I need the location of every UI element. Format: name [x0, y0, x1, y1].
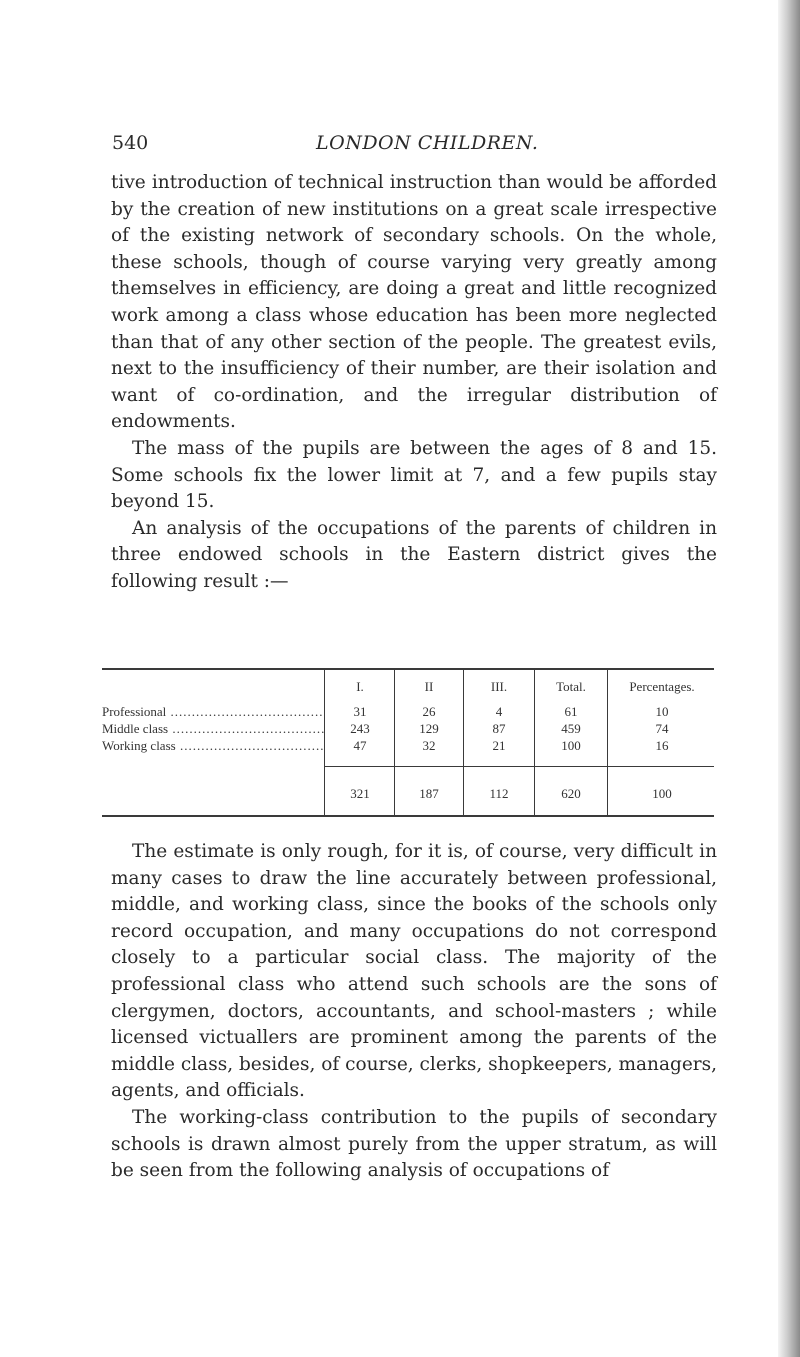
column-header: II [424, 679, 434, 694]
running-title: LONDON CHILDREN. [316, 132, 539, 154]
table-cell: 243 [350, 721, 370, 736]
column-header: I. [356, 679, 364, 694]
paragraph: tive introduction of technical instruction than would be afforded by the creation of new institutions on a great scale irrespective of the existing network of secondary schools. On the whole, these schools, though of course varying very greatly among themselves in efficiency, are doing a great and little recognized work among a class whose education has been more neglected than that of any other section of the people. The greatest evils, next to the insufficiency of their number, are their isolation and want of co-ordination, and the irregular distribution of endowments. [111, 172, 717, 433]
row-label: Professional ..... [102, 704, 324, 720]
table-cell: 61 [564, 704, 578, 719]
table-cell: 87 [492, 721, 506, 736]
total-cell: 187 [419, 786, 439, 801]
page-edge [778, 0, 800, 1357]
table-cell: 459 [561, 721, 581, 736]
table-cell: 129 [419, 721, 439, 736]
table-cell: 100 [561, 738, 581, 753]
occupations-table [102, 668, 714, 818]
table-cell: 31 [353, 704, 367, 719]
table-total-rule [324, 766, 714, 767]
paragraph: The mass of the pupils are between the ages of 8 and 15. Some schools fix the lower limit at 7, and a few pupils stay beyond 15. [111, 437, 717, 513]
paragraph: The estimate is only rough, for it is, of course, very difficult in many cases to draw the line accurately between professional, middle, and working class, since the books of the schools only record occupation, and many occupations do not correspond closely to a particular social class. The majority of the professional class who attend such schools are the sons of clergymen, doctors, accountants, and school-masters ; while licensed victuallers are prominent among the parents of the middle class, besides, of course, clerks, shopkeepers, managers, agents, and officials. [111, 841, 717, 1102]
table-bottom-rule [102, 815, 714, 817]
table-cell: 74 [655, 721, 669, 736]
page-header [112, 132, 712, 158]
table-cell: 32 [422, 738, 436, 753]
table-top-rule [102, 668, 714, 670]
table-cell: 16 [655, 738, 669, 753]
table-cell: 10 [655, 704, 669, 719]
paragraph: An analysis of the occupations of the parents of children in three endowed schools in the Eastern district gives the following result :— [111, 517, 717, 592]
total-cell: 100 [652, 786, 672, 801]
total-cell: 112 [489, 786, 509, 801]
table-cell: 21 [492, 738, 506, 753]
table-cell: 26 [422, 704, 436, 719]
paragraph: The working-class contribution to the pupils of secondary schools is drawn almost purely from the upper stratum, as will be seen from the following analysis of occupations of [111, 1106, 717, 1182]
total-cell: 620 [561, 786, 581, 801]
column-header: Total. [556, 679, 586, 694]
table-cell: 47 [353, 738, 367, 753]
row-label: Middle class ..... [102, 721, 324, 737]
column-header: III. [490, 679, 508, 694]
total-cell: 321 [350, 786, 370, 801]
table-cell: 4 [495, 704, 503, 719]
body-text-top [111, 170, 717, 596]
page-number: 540 [112, 132, 149, 154]
row-label: Working class ..... [102, 738, 324, 754]
column-header: Percentages. [629, 679, 695, 694]
body-text-bottom [111, 839, 717, 1185]
